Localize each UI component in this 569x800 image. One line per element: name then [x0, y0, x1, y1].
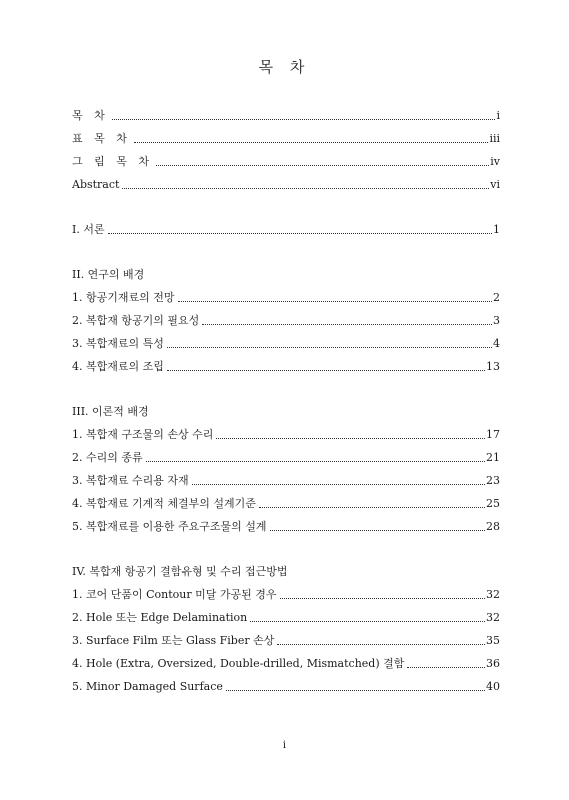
- toc-entry-label: 2. 복합재 항공기의 필요성: [72, 314, 200, 327]
- toc-entry[interactable]: [72, 587, 500, 603]
- toc-entry-page: 32: [486, 588, 500, 601]
- toc-entry[interactable]: [72, 473, 500, 489]
- toc-entry[interactable]: [72, 450, 500, 466]
- dot-leader: [167, 370, 485, 371]
- toc-entry[interactable]: [72, 656, 500, 672]
- toc-entry-label: 4. 복합재료의 조립: [72, 360, 164, 373]
- toc-entry-page: 13: [486, 360, 500, 373]
- toc-entry[interactable]: [72, 131, 500, 147]
- toc-entry-label: 그 림 목 차: [72, 155, 153, 168]
- toc-entry[interactable]: [72, 108, 500, 124]
- toc-entry-label: 4. Hole (Extra, Oversized, Double-drilled, Mismatched) 결함: [72, 657, 405, 670]
- dot-leader: [280, 598, 486, 599]
- toc-entry[interactable]: [72, 313, 500, 329]
- page-number: i: [282, 740, 287, 751]
- toc-entry-page: 3: [493, 314, 500, 327]
- dot-leader: [146, 461, 485, 462]
- toc-entry-page: 17: [486, 428, 500, 441]
- toc-entry-label: Abstract: [72, 178, 120, 191]
- toc-entry-label: 4. 복합재료 기계적 체결부의 설계기준: [72, 497, 256, 510]
- toc-entry[interactable]: [72, 519, 500, 535]
- toc-entry-page: 28: [486, 520, 500, 533]
- dot-leader: [226, 690, 485, 691]
- toc-entry-page: i: [496, 109, 500, 122]
- toc-entry-label: 표 목 차: [72, 132, 131, 145]
- toc-entry-label: 1. 코어 단품이 Contour 미달 가공된 경우: [72, 588, 277, 601]
- toc-entry-label: 1. 복합재 구조물의 손상 수리: [72, 428, 214, 441]
- dot-leader: [192, 484, 485, 485]
- dot-leader: [156, 165, 489, 166]
- toc-entry[interactable]: [72, 496, 500, 512]
- toc-entry[interactable]: [72, 336, 500, 352]
- toc-entry-page: 2: [493, 291, 500, 304]
- toc-entry-label: 2. Hole 또는 Edge Delamination: [72, 611, 248, 624]
- toc-entry-label: 5. 복합재료를 이용한 주요구조물의 설계: [72, 520, 267, 533]
- dot-leader: [277, 644, 485, 645]
- dot-leader: [270, 530, 486, 531]
- toc-entry-label: 3. Surface Film 또는 Glass Fiber 손상: [72, 634, 275, 647]
- toc-entry-page: 36: [486, 657, 500, 670]
- dot-leader: [202, 324, 492, 325]
- toc-entry-label: 5. Minor Damaged Surface: [72, 680, 223, 693]
- section-heading: II. 연구의 배경: [72, 268, 145, 281]
- toc-entry-label: 3. 복합재료 수리용 자재: [72, 474, 189, 487]
- toc-entry-page: 23: [486, 474, 500, 487]
- toc-entry-page: iii: [489, 132, 500, 145]
- dot-leader: [134, 142, 489, 143]
- toc-entry[interactable]: [72, 154, 500, 170]
- dot-leader: [112, 119, 496, 120]
- dot-leader: [108, 233, 492, 234]
- dot-leader: [178, 301, 493, 302]
- toc-entry-page: 21: [486, 451, 500, 464]
- dot-leader: [250, 621, 485, 622]
- toc-entry[interactable]: [72, 610, 500, 626]
- toc-entry-label: 목 차: [72, 109, 109, 122]
- dot-leader: [122, 188, 489, 189]
- toc-entry[interactable]: [72, 679, 500, 695]
- section-heading: IV. 복합재 항공기 결함유형 및 수리 접근방법: [72, 565, 288, 578]
- toc-entry[interactable]: [72, 222, 500, 238]
- toc-entry[interactable]: [72, 427, 500, 443]
- toc-entry-page: iv: [490, 155, 500, 168]
- toc-entry[interactable]: [72, 633, 500, 649]
- toc-entry-label: 3. 복합재료의 특성: [72, 337, 164, 350]
- toc-entry-page: 40: [486, 680, 500, 693]
- toc-entry-page: 35: [486, 634, 500, 647]
- dot-leader: [216, 438, 485, 439]
- toc-entry-page: 32: [486, 611, 500, 624]
- page-title: 목 차: [258, 58, 311, 76]
- toc-entry-label: I. 서론: [72, 223, 105, 236]
- toc-entry-label: 1. 항공기재료의 전망: [72, 291, 175, 304]
- toc-entry-page: vi: [490, 178, 500, 191]
- section-heading: III. 이론적 배경: [72, 405, 149, 418]
- toc-entry[interactable]: [72, 359, 500, 375]
- dot-leader: [407, 667, 485, 668]
- toc-entry-page: 1: [493, 223, 500, 236]
- toc-entry[interactable]: [72, 177, 500, 193]
- toc-entry-page: 25: [486, 497, 500, 510]
- dot-leader: [259, 507, 485, 508]
- dot-leader: [167, 347, 492, 348]
- toc-entry-page: 4: [493, 337, 500, 350]
- toc-entry[interactable]: [72, 290, 500, 306]
- toc-entry-label: 2. 수리의 종류: [72, 451, 143, 464]
